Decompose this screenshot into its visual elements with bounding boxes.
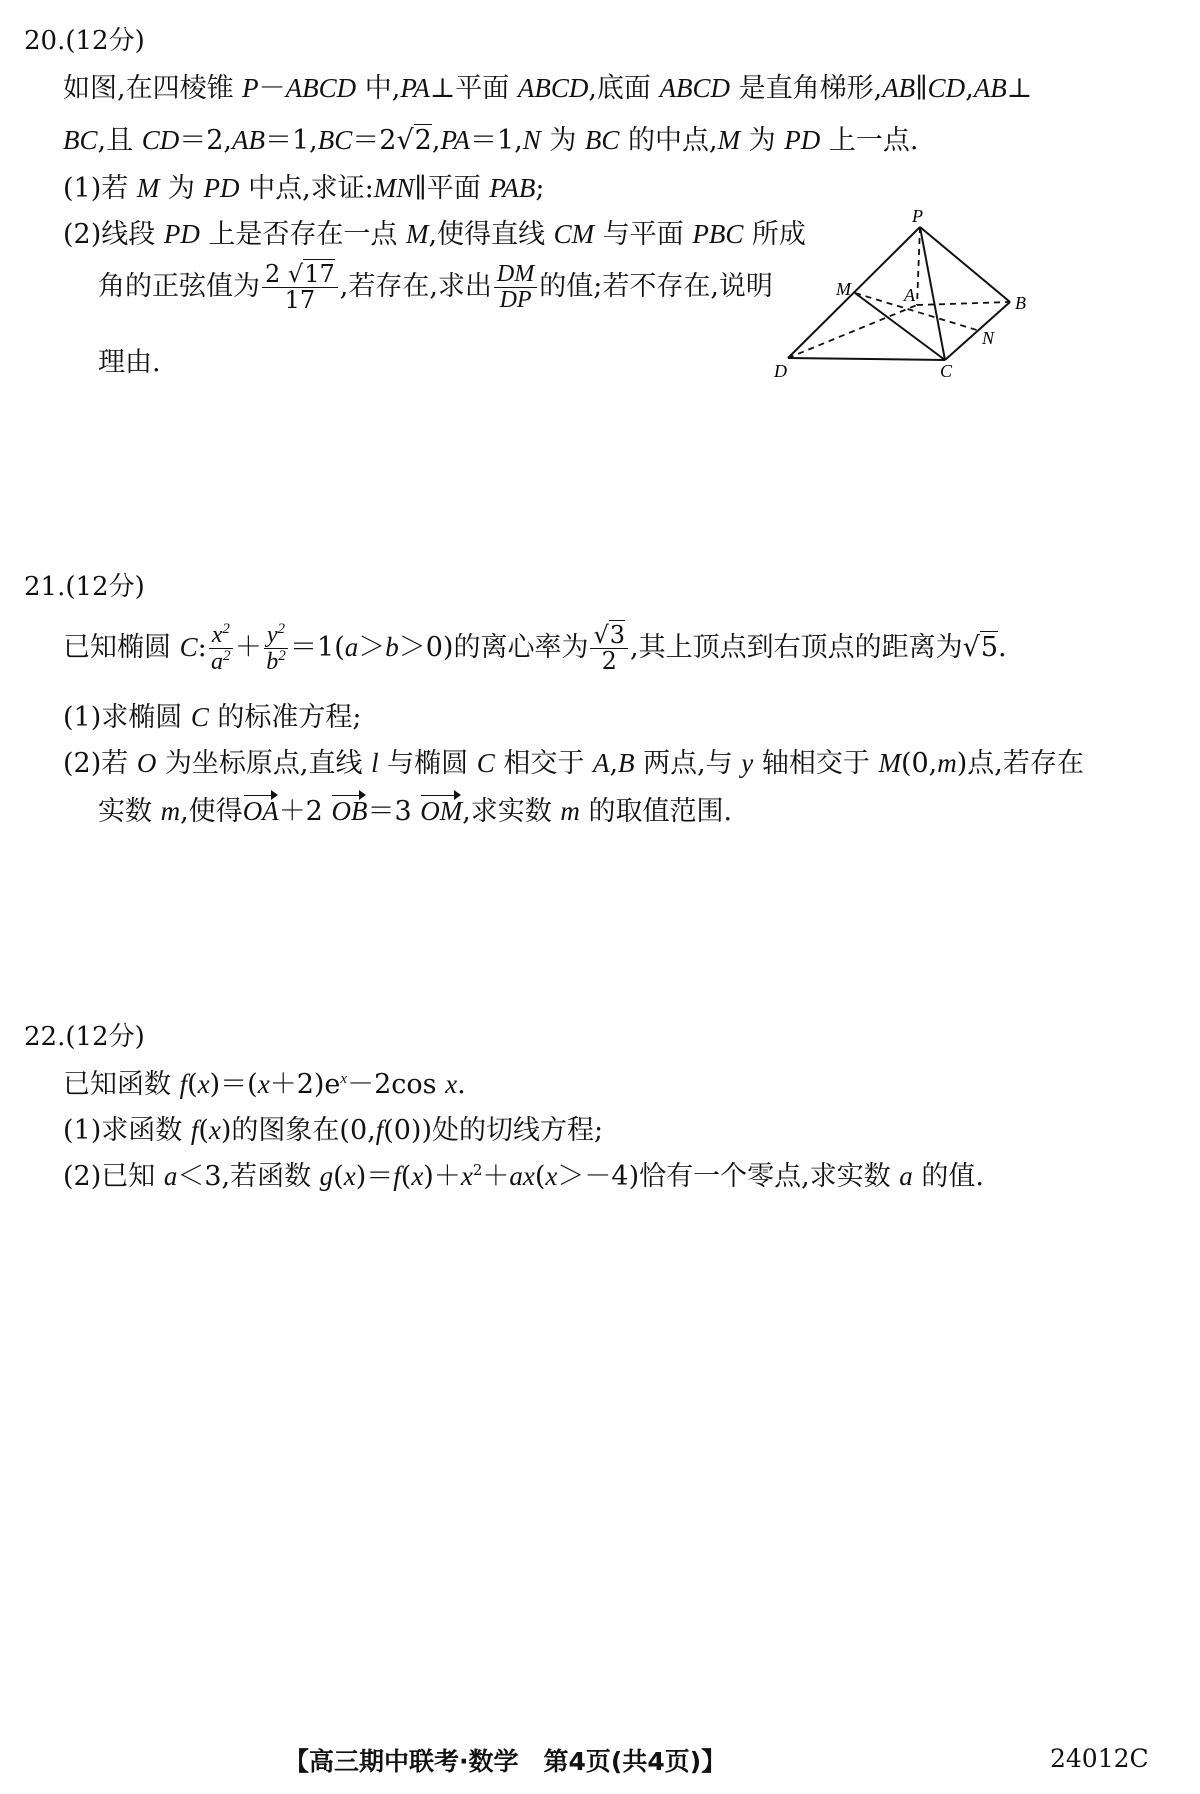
label-A: A [904, 285, 915, 305]
label-M: M [836, 279, 851, 299]
pyramid-figure [770, 205, 1040, 385]
edge-PD [788, 227, 920, 358]
edge-CB [945, 302, 1010, 360]
q22-part2: (2)已知 a＜3,若函数 $g(x)=f(x)+x^2+ax(x>-4)$恰有一个零点,求实数 a 的值. [63, 1161, 984, 1192]
q22-part1: (1)求函数 f(x)的图象在(0,f(0))处的切线方程; [63, 1115, 604, 1146]
q20-part2-line2: 角的正弦值为 $\frac{2 √17}{17}$ ,若存在,求出 $\frac{DM}{DP}$ 的值;若不存在,说明 [98, 260, 773, 315]
q21-line1: 已知椭圆 C: $\frac{x^2}{a^2}$ ＋ $\frac{y^2}{b^2}$ ＝1(a＞b＞0)的离心率为 $\frac{√3}{2}$ ,其上顶点到右顶点的距离为√5. [63, 621, 1007, 676]
q22-header: 22.(12分) [24, 1022, 145, 1052]
q21-part2-line1: (2)若 O 为坐标原点,直线 l 与椭圆 C 相交于 A,B 两点,与 y 轴相交于 M(0,m)点,若存在 [63, 748, 1084, 779]
edge-MC [855, 293, 945, 360]
edge-AB [917, 302, 1010, 305]
vector-OM: OM [420, 796, 463, 826]
q20-part2-line3: 理由. [98, 347, 161, 378]
edge-DC [788, 358, 945, 360]
q20-part2-line1: (2)线段 PD 上是否存在一点 M,使得直线 CM 与平面 PBC 所成 [63, 219, 806, 250]
ellipse-y-term: $\frac{y^2}{b^2}$ [264, 622, 288, 675]
vector-OA: OA [242, 796, 279, 826]
page-footer: 【高三期中联考·数学 第4页(共4页)】 [284, 1747, 727, 1776]
sine-value-fraction: $\frac{2 √17}{17}$ [262, 262, 338, 313]
exam-code: 24012C [1050, 1744, 1149, 1773]
vector-OB: OB [331, 796, 368, 826]
q20-part1: (1)若 M 为 PD 中点,求证:MN∥平面 PAB; [63, 173, 545, 204]
q21-part1: (1)求椭圆 C 的标准方程; [63, 702, 362, 733]
q20-line2: BC,且 CD＝2,AB＝1,BC＝2√2,PA＝1,N 为 BC 的中点,M 为 PD 上一点. [63, 125, 919, 156]
q20-header: 20.(12分) [24, 26, 145, 56]
label-C: C [940, 361, 953, 381]
q21-part2-line2: 实数 m,使得OA＋2 OB＝3 OM,求实数 m 的取值范围. [98, 796, 733, 827]
label-N: N [982, 328, 995, 348]
ratio-fraction: $\frac{DM}{DP}$ [494, 262, 537, 313]
edge-PC [920, 227, 945, 360]
edge-PA [917, 227, 920, 305]
label-B: B [1015, 293, 1026, 313]
ellipse-x-term: $\frac{x^2}{a^2}$ [209, 622, 233, 675]
q20-line1: 如图,在四棱锥 P－ABCD 中,PA⊥平面 ABCD,底面 ABCD 是直角梯形,AB∥CD,AB⊥ [63, 73, 1033, 104]
label-P: P [912, 206, 923, 226]
edge-PB [920, 227, 1010, 302]
eccentricity-fraction: $\frac{√3}{2}$ [590, 623, 628, 674]
label-D: D [774, 361, 787, 381]
edge-DA [788, 305, 917, 358]
q22-line1: 已知函数 $f(x)=(x+2)e^x-2\cos$ x. [63, 1069, 466, 1100]
q21-header: 21.(12分) [24, 572, 145, 602]
